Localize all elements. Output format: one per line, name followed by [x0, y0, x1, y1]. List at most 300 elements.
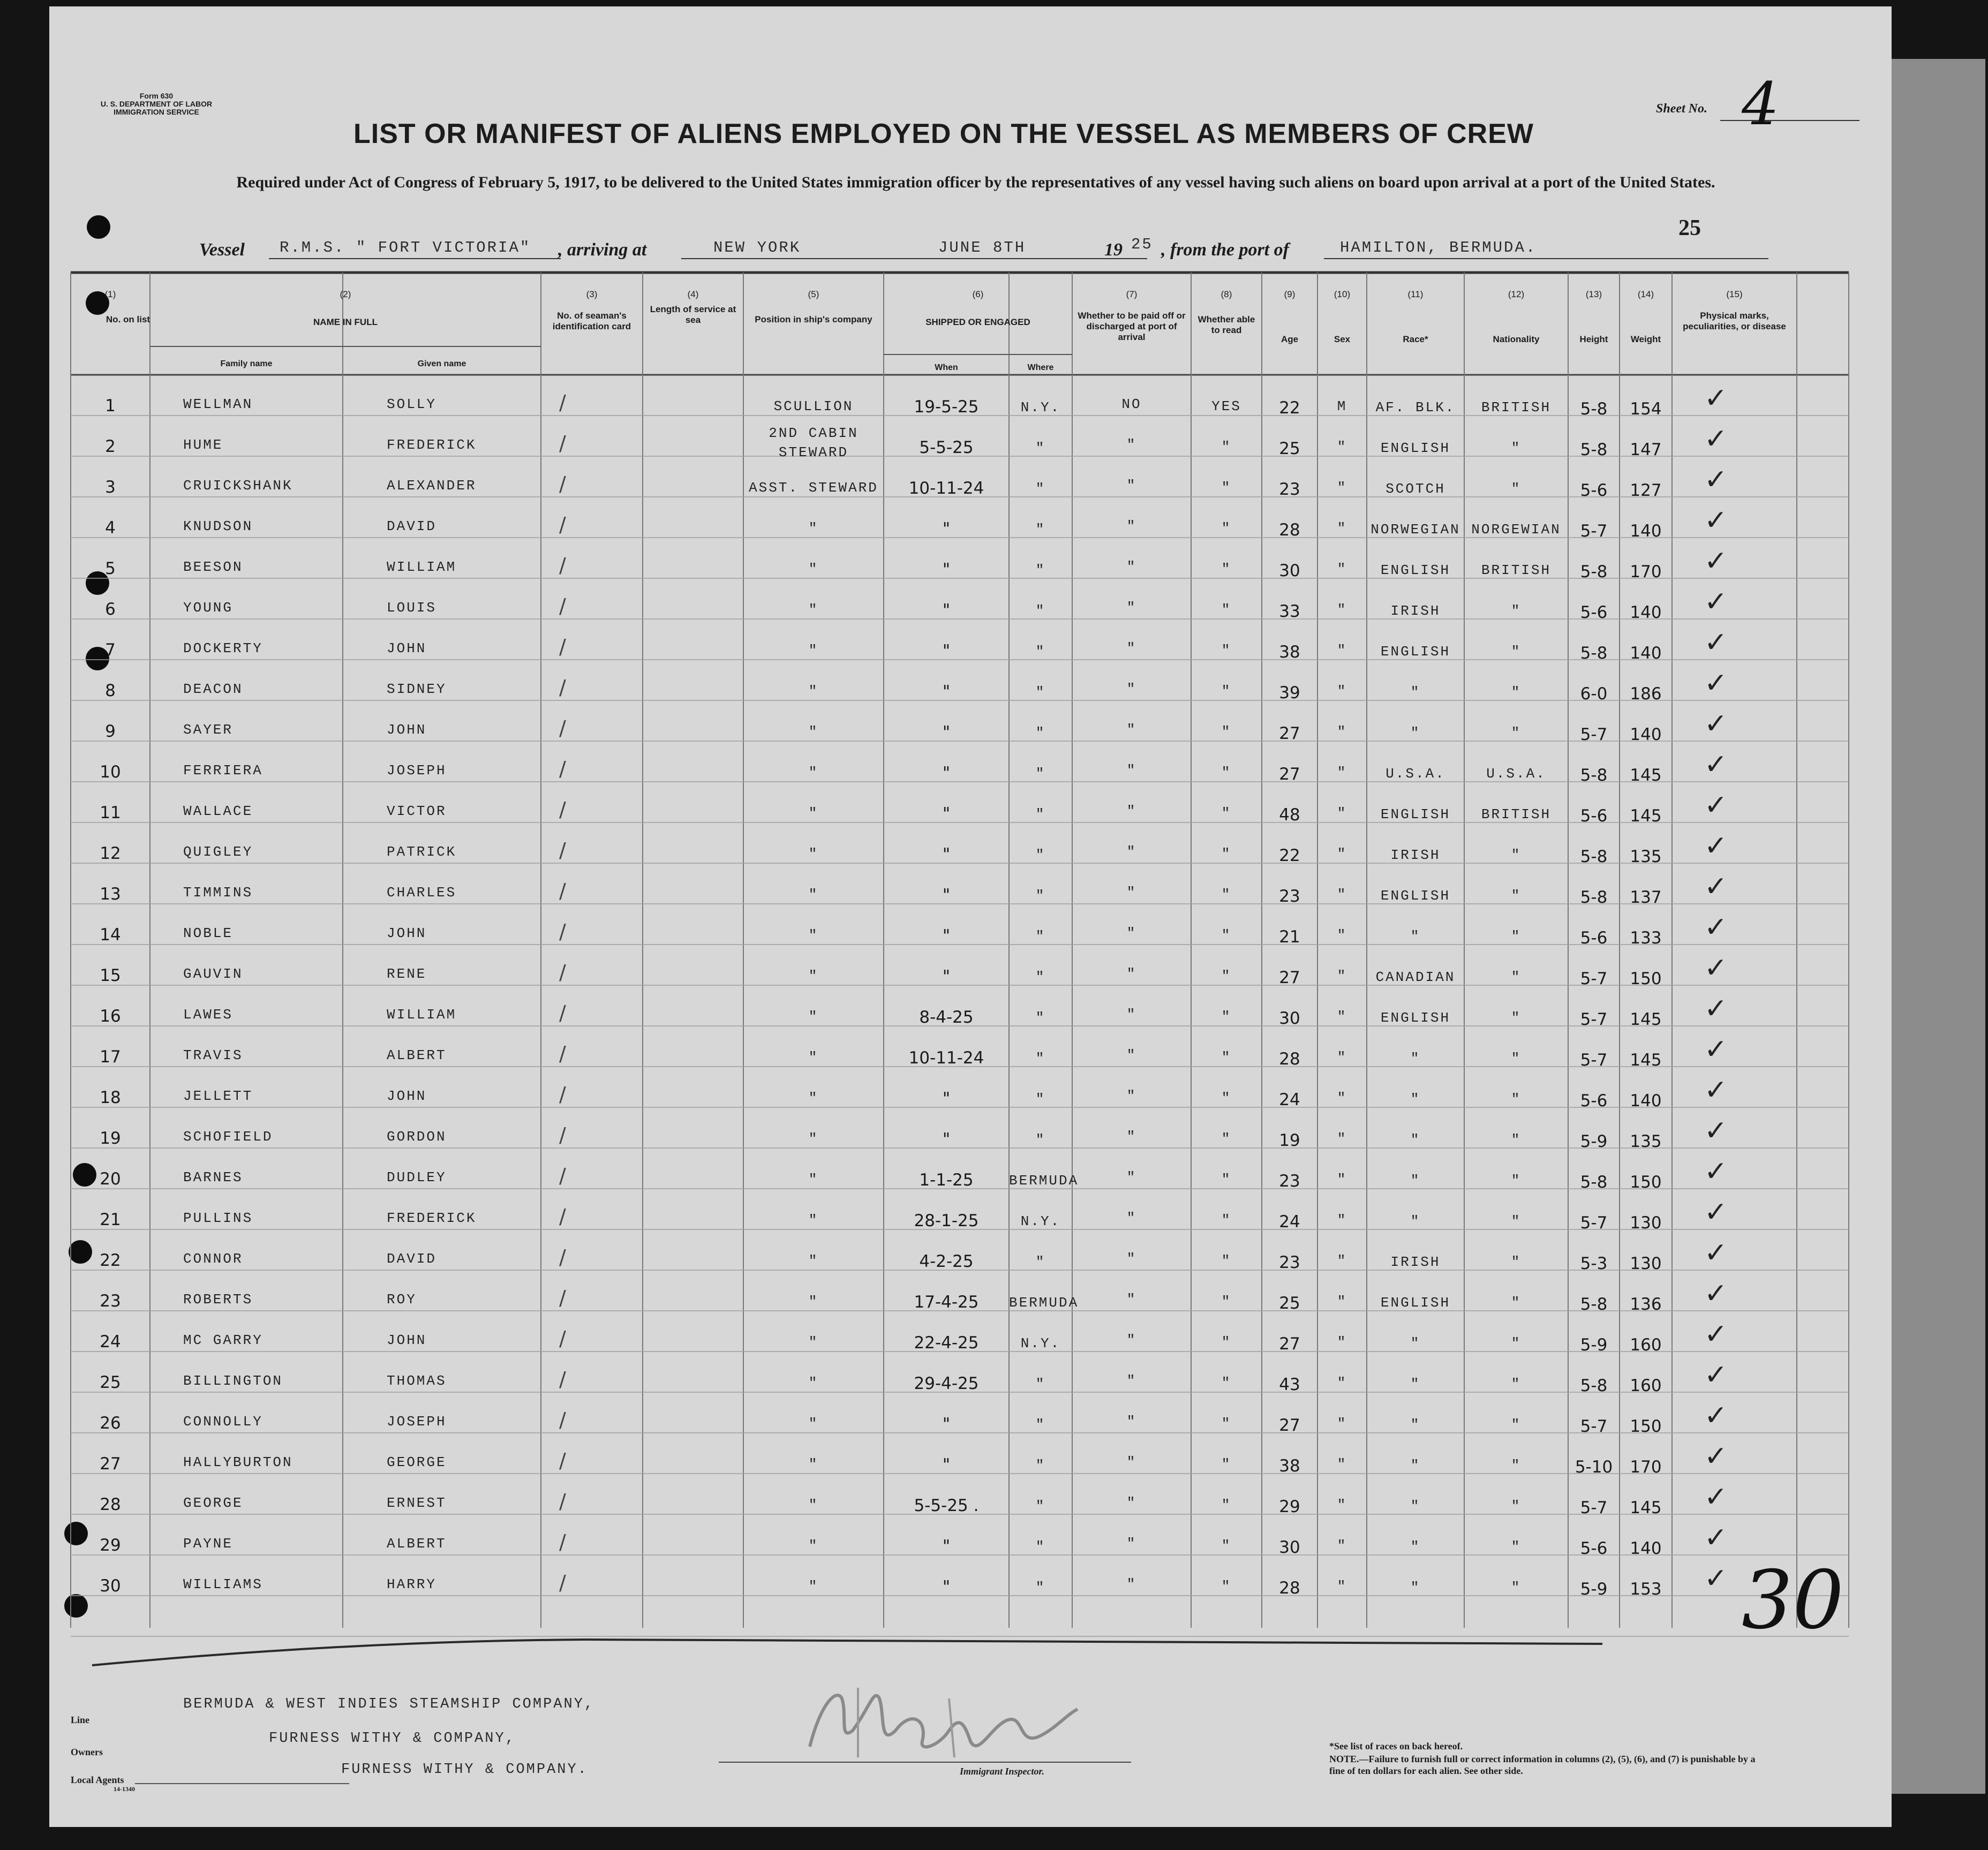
given-name: ALBERT	[387, 1047, 447, 1063]
shipped-when: 1-1-25	[919, 1171, 974, 1190]
age: 19	[1279, 1131, 1300, 1150]
row-number: 24	[100, 1332, 121, 1351]
nationality: U.S.A.	[1486, 766, 1546, 782]
weight: 153	[1630, 1580, 1662, 1599]
able-to-read: "	[1221, 439, 1232, 455]
col-header-sex-number: (10)	[1334, 289, 1351, 299]
id-card-mark: /	[559, 1571, 566, 1595]
shipped-when: "	[942, 682, 951, 701]
physical-check-mark: ✓	[1704, 1074, 1728, 1106]
shipped-when: 10-11-24	[908, 1048, 984, 1068]
row-number: 2	[105, 437, 116, 456]
physical-check-mark: ✓	[1704, 1481, 1728, 1513]
race: "	[1410, 1539, 1421, 1555]
able-to-read: "	[1221, 1456, 1232, 1473]
race: ENGLISH	[1380, 644, 1451, 660]
owners-label: Owners	[71, 1747, 103, 1757]
family-name: CONNOLLY	[183, 1414, 263, 1430]
col-header-no-number: (1)	[104, 289, 116, 299]
age: 39	[1279, 683, 1300, 703]
sex: "	[1337, 439, 1347, 455]
owners-name: FURNESS WITHY & COMPANY,	[269, 1731, 516, 1747]
paid-off: "	[1126, 762, 1137, 779]
sex: "	[1337, 1009, 1347, 1025]
adjacent-page-edge	[1885, 59, 1985, 1794]
total-count-mark: 30	[1742, 1554, 1844, 1647]
race: IRISH	[1390, 603, 1441, 619]
col-header-family-name: Family name	[220, 359, 273, 368]
col-header-given-name: Given name	[417, 359, 466, 368]
race: IRISH	[1390, 1254, 1441, 1270]
shipped-when: "	[942, 845, 951, 864]
family-name: SAYER	[183, 722, 234, 738]
given-name: ERNEST	[387, 1495, 447, 1511]
physical-check-mark: ✓	[1704, 1359, 1728, 1391]
shipped-where: "	[1035, 1376, 1046, 1392]
height: 5-7	[1580, 969, 1608, 988]
arriving-label: , arriving at	[558, 240, 647, 260]
nationality: "	[1511, 1091, 1522, 1107]
shipped-where: "	[1035, 806, 1046, 822]
physical-check-mark: ✓	[1704, 1562, 1728, 1595]
id-card-mark: /	[559, 1327, 566, 1350]
family-name: CONNOR	[183, 1251, 243, 1267]
weight: 145	[1630, 1051, 1662, 1070]
shipped-where: "	[1035, 1010, 1046, 1026]
weight: 145	[1630, 1010, 1662, 1029]
col-header-sex: Sex	[1334, 334, 1351, 344]
height: 5-6	[1580, 1539, 1608, 1558]
arrival-date: JUNE 8TH	[938, 239, 1026, 256]
weight: 136	[1630, 1295, 1662, 1314]
shipped-when: "	[942, 926, 951, 946]
paid-off: "	[1126, 1292, 1137, 1308]
physical-check-mark: ✓	[1704, 1237, 1728, 1269]
row-number: 22	[100, 1251, 121, 1270]
given-name: GORDON	[387, 1129, 447, 1145]
age: 22	[1279, 398, 1300, 418]
race: SCOTCH	[1385, 481, 1445, 497]
height: 5-9	[1580, 1580, 1608, 1599]
height: 5-8	[1580, 562, 1608, 582]
sheet-number-value: 4	[1742, 70, 1779, 138]
sex: "	[1337, 1253, 1347, 1269]
position: "	[808, 683, 819, 699]
row-number: 17	[100, 1047, 121, 1067]
race: "	[1410, 1458, 1421, 1474]
able-to-read: "	[1221, 1416, 1232, 1432]
id-card-mark: /	[559, 1490, 566, 1513]
height: 5-8	[1580, 847, 1608, 866]
shipped-where: "	[1035, 1458, 1046, 1474]
position: "	[808, 927, 819, 943]
weight: 150	[1630, 1417, 1662, 1436]
race: IRISH	[1390, 847, 1441, 863]
id-card-mark: /	[559, 1205, 566, 1228]
weight: 140	[1630, 603, 1662, 622]
able-to-read: "	[1221, 1253, 1232, 1269]
family-name: TIMMINS	[183, 885, 253, 901]
physical-check-mark: ✓	[1704, 789, 1728, 821]
able-to-read: "	[1221, 765, 1232, 781]
age: 38	[1279, 643, 1300, 662]
col-header-nationality-number: (12)	[1508, 289, 1525, 299]
shipped-where: "	[1035, 522, 1046, 538]
position: ASST. STEWARD	[749, 480, 878, 496]
shipped-when: 19-5-25	[914, 397, 979, 417]
able-to-read: "	[1221, 1172, 1232, 1188]
height: 5-7	[1580, 1498, 1608, 1517]
paid-off: "	[1126, 478, 1137, 494]
given-name: SIDNEY	[387, 681, 447, 697]
col-header-height-number: (13)	[1585, 289, 1602, 299]
col-header-shipped: SHIPPED OR ENGAGED	[925, 317, 1030, 327]
shipped-where: "	[1035, 928, 1046, 945]
race: NORWEGIAN	[1370, 522, 1460, 538]
age: 27	[1279, 724, 1300, 743]
shipped-when: "	[942, 641, 951, 661]
vessel-name: R.M.S. " FORT VICTORIA"	[280, 239, 531, 256]
given-name: GEORGE	[387, 1454, 447, 1470]
row-number: 8	[105, 681, 116, 700]
sex: "	[1337, 520, 1347, 537]
col-header-position-number: (5)	[808, 289, 819, 299]
id-card-mark: /	[559, 1001, 566, 1025]
shipped-when: 4-2-25	[919, 1252, 974, 1271]
year-suffix: 25	[1131, 236, 1153, 253]
sex: "	[1337, 765, 1347, 781]
height: 5-7	[1580, 1051, 1608, 1070]
row-number: 18	[100, 1088, 121, 1107]
paid-off: "	[1126, 1047, 1137, 1063]
row-number: 15	[100, 966, 121, 985]
paid-off: "	[1126, 518, 1137, 534]
able-to-read: "	[1221, 643, 1232, 659]
shipped-when: "	[942, 601, 951, 620]
nationality: "	[1511, 1580, 1522, 1596]
sex: M	[1337, 398, 1347, 414]
physical-check-mark: ✓	[1704, 667, 1728, 699]
able-to-read: "	[1221, 724, 1232, 740]
given-name: JOHN	[387, 640, 427, 656]
age: 27	[1279, 1416, 1300, 1435]
id-card-mark: /	[559, 839, 566, 862]
given-name: DAVID	[387, 1251, 437, 1267]
position: "	[808, 561, 819, 577]
given-name: ALEXANDER	[387, 478, 477, 494]
nationality: "	[1511, 1335, 1522, 1351]
col-header-age: Age	[1281, 334, 1299, 344]
given-name: CHARLES	[387, 885, 457, 901]
position: SCULLION	[773, 398, 854, 414]
height: 5-8	[1580, 1173, 1608, 1192]
physical-check-mark: ✓	[1704, 1033, 1728, 1066]
paid-off: "	[1126, 803, 1137, 819]
penalty-note: NOTE.—Failure to furnish full or correct information in columns (2), (5), (6), and (7) is punishable by a fine of ten dollars for each alien. See other side.	[1329, 1754, 1756, 1776]
weight: 145	[1630, 806, 1662, 826]
nationality: "	[1511, 1010, 1522, 1026]
sex: "	[1337, 1049, 1347, 1066]
sex: "	[1337, 805, 1347, 821]
sex: "	[1337, 1416, 1347, 1432]
row-number: 26	[100, 1414, 121, 1433]
nationality: "	[1511, 684, 1522, 700]
position: "	[808, 1212, 819, 1228]
position: "	[808, 1375, 819, 1391]
age: 25	[1279, 1294, 1300, 1313]
position: "	[808, 1131, 819, 1147]
shipped-where: "	[1035, 1091, 1046, 1107]
shipped-where: "	[1035, 766, 1046, 782]
weight: 147	[1630, 440, 1662, 459]
row-number: 12	[100, 844, 121, 863]
sex: "	[1337, 1456, 1347, 1473]
age: 28	[1279, 1049, 1300, 1069]
weight: 135	[1630, 1132, 1662, 1151]
sex: "	[1337, 887, 1347, 903]
paid-off: "	[1126, 1210, 1137, 1226]
able-to-read: "	[1221, 480, 1232, 496]
physical-check-mark: ✓	[1704, 871, 1728, 903]
col-header-height: Height	[1579, 334, 1608, 344]
vessel-label: Vessel	[199, 240, 245, 260]
shipping-line: BERMUDA & WEST INDIES STEAMSHIP COMPANY,	[183, 1696, 595, 1712]
id-card-mark: /	[559, 757, 566, 781]
nationality: "	[1511, 1254, 1522, 1270]
row-number: 23	[100, 1292, 121, 1311]
shipped-where: "	[1035, 1580, 1046, 1596]
height: 5-6	[1580, 481, 1608, 500]
age: 25	[1279, 439, 1300, 458]
weight: 150	[1630, 969, 1662, 988]
family-name: WELLMAN	[183, 396, 253, 412]
sex: "	[1337, 1579, 1347, 1595]
col-header-weight: Weight	[1630, 334, 1661, 344]
sex: "	[1337, 1131, 1347, 1147]
position: "	[808, 1090, 819, 1106]
position: "	[808, 968, 819, 984]
closing-stroke	[92, 1640, 1602, 1665]
shipped-when: 22-4-25	[914, 1333, 979, 1353]
row-number: 21	[100, 1210, 121, 1229]
family-name: HALLYBURTON	[183, 1454, 293, 1470]
id-card-mark: /	[559, 1368, 566, 1391]
age: 24	[1279, 1090, 1300, 1109]
nationality: "	[1511, 440, 1522, 456]
shipped-where: "	[1035, 562, 1046, 578]
race: "	[1410, 1580, 1421, 1596]
family-name: ROBERTS	[183, 1292, 253, 1308]
height: 5-8	[1580, 1376, 1608, 1395]
row-number: 28	[100, 1495, 121, 1514]
year-prefix: 19	[1104, 240, 1123, 260]
shipped-where: "	[1035, 725, 1046, 741]
shipped-where: "	[1035, 644, 1046, 660]
shipped-where: BERMUDA	[1009, 1173, 1079, 1189]
row-number: 20	[100, 1169, 121, 1189]
shipped-where: "	[1035, 969, 1046, 985]
age: 29	[1279, 1497, 1300, 1516]
paid-off: "	[1126, 437, 1137, 453]
physical-check-mark: ✓	[1704, 708, 1728, 740]
nationality: "	[1511, 1539, 1522, 1555]
row-number: 29	[100, 1536, 121, 1555]
sex: "	[1337, 846, 1347, 862]
sheet-number-label: Sheet No.	[1656, 102, 1707, 116]
height: 5-7	[1580, 1417, 1608, 1436]
physical-check-mark: ✓	[1704, 911, 1728, 943]
nationality: "	[1511, 644, 1522, 660]
row-number: 3	[105, 478, 116, 497]
physical-check-mark: ✓	[1704, 1278, 1728, 1310]
race: ENGLISH	[1380, 562, 1451, 578]
age: 27	[1279, 1334, 1300, 1354]
race: "	[1410, 1132, 1421, 1148]
service-name: IMMIGRATION SERVICE	[114, 108, 199, 116]
paid-off: "	[1126, 559, 1137, 575]
family-name: BARNES	[183, 1169, 243, 1185]
position: "	[808, 520, 819, 537]
weight: 133	[1630, 928, 1662, 948]
shipped-when: "	[942, 1089, 951, 1108]
family-name: SCHOFIELD	[183, 1129, 273, 1145]
nationality: BRITISH	[1481, 806, 1552, 822]
row-number: 27	[100, 1454, 121, 1474]
nationality: NORGEWIAN	[1471, 522, 1561, 538]
race: CANADIAN	[1375, 969, 1456, 985]
row-number: 7	[105, 640, 116, 660]
age: 30	[1279, 1538, 1300, 1557]
able-to-read: "	[1221, 1538, 1232, 1554]
able-to-read: "	[1221, 1212, 1232, 1228]
nationality: "	[1511, 1458, 1522, 1474]
age: 33	[1279, 602, 1300, 621]
able-to-read: "	[1221, 1375, 1232, 1391]
col-header-name-number: (2)	[340, 289, 351, 299]
agents-name: FURNESS WITHY & COMPANY.	[341, 1762, 588, 1778]
family-name: TRAVIS	[183, 1047, 243, 1063]
sex: "	[1337, 480, 1347, 496]
agents-label: Local Agents	[71, 1775, 124, 1785]
sex: "	[1337, 1294, 1347, 1310]
race: ENGLISH	[1380, 806, 1451, 822]
family-name: KNUDSON	[183, 518, 253, 534]
weight: 145	[1630, 1498, 1662, 1517]
race: "	[1410, 1335, 1421, 1351]
age: 38	[1279, 1456, 1300, 1476]
physical-check-mark: ✓	[1704, 464, 1728, 496]
race: "	[1410, 1173, 1421, 1189]
race: "	[1410, 1498, 1421, 1514]
family-name: HUME	[183, 437, 223, 453]
shipped-where: BERMUDA	[1009, 1295, 1079, 1311]
col-header-id-card: No. of seaman's identification card	[552, 311, 631, 331]
height: 5-8	[1580, 766, 1608, 785]
given-name: WILLIAM	[387, 559, 457, 575]
col-header-race-number: (11)	[1407, 289, 1424, 299]
nationality: "	[1511, 1213, 1522, 1229]
nationality: BRITISH	[1481, 562, 1552, 578]
able-to-read: "	[1221, 887, 1232, 903]
shipped-where: "	[1035, 1417, 1046, 1433]
col-header-id-card-number: (3)	[586, 289, 598, 299]
given-name: JOHN	[387, 1088, 427, 1104]
id-card-mark: /	[559, 879, 566, 903]
paid-off: "	[1126, 1576, 1137, 1592]
col-header-paid-off-number: (7)	[1126, 289, 1138, 299]
height: 5-8	[1580, 1295, 1608, 1314]
sex: "	[1337, 561, 1347, 577]
age: 43	[1279, 1375, 1300, 1394]
shipped-when: 8-4-25	[919, 1008, 974, 1027]
weight: 140	[1630, 1539, 1662, 1558]
shipped-where: "	[1035, 1051, 1046, 1067]
shipped-when: 10-11-24	[908, 479, 984, 498]
given-name: DUDLEY	[387, 1169, 447, 1185]
shipped-when: "	[942, 967, 951, 986]
paid-off: "	[1126, 1454, 1137, 1470]
height: 5-9	[1580, 1335, 1608, 1355]
nationality: "	[1511, 888, 1522, 904]
id-card-mark: /	[559, 513, 566, 537]
shipped-where: "	[1035, 888, 1046, 904]
col-header-name: NAME IN FULL	[313, 317, 378, 327]
corner-number: 25	[1678, 216, 1701, 240]
paid-off: "	[1126, 600, 1137, 616]
family-name: JELLETT	[183, 1088, 253, 1104]
id-card-mark: /	[559, 1083, 566, 1106]
shipped-when: "	[942, 519, 951, 539]
row-number: 11	[100, 803, 121, 822]
able-to-read: "	[1221, 683, 1232, 699]
given-name: ROY	[387, 1292, 417, 1308]
races-note: *See list of races on back hereof.	[1329, 1741, 1463, 1751]
id-card-mark: /	[559, 1123, 566, 1147]
row-number: 14	[100, 925, 121, 945]
weight: 140	[1630, 522, 1662, 541]
paid-off: "	[1126, 1495, 1137, 1511]
col-header-service-length: Length of service at sea	[650, 304, 736, 325]
position: 2ND CABIN	[769, 425, 859, 441]
row-number: 25	[100, 1373, 121, 1392]
race: "	[1410, 684, 1421, 700]
nationality: "	[1511, 847, 1522, 863]
id-card-mark: /	[559, 472, 566, 496]
position: "	[808, 1294, 819, 1310]
age: 48	[1279, 805, 1300, 825]
form-number: Form 630	[139, 92, 174, 100]
weight: 154	[1630, 399, 1662, 419]
able-to-read: "	[1221, 927, 1232, 943]
row-number: 19	[100, 1129, 121, 1148]
height: 5-6	[1580, 928, 1608, 948]
race: AF. BLK.	[1375, 399, 1456, 416]
row-number: 30	[100, 1576, 121, 1596]
race: "	[1410, 1376, 1421, 1392]
given-name: JOHN	[387, 722, 427, 738]
nationality: "	[1511, 969, 1522, 985]
id-card-mark: /	[559, 1245, 566, 1269]
position: "	[808, 1416, 819, 1432]
paid-off: "	[1126, 844, 1137, 860]
given-name: HARRY	[387, 1576, 437, 1592]
physical-check-mark: ✓	[1704, 749, 1728, 781]
race: U.S.A.	[1385, 766, 1445, 782]
age: 23	[1279, 1253, 1300, 1272]
able-to-read: "	[1221, 520, 1232, 537]
able-to-read: "	[1221, 1497, 1232, 1513]
height: 5-6	[1580, 603, 1608, 622]
